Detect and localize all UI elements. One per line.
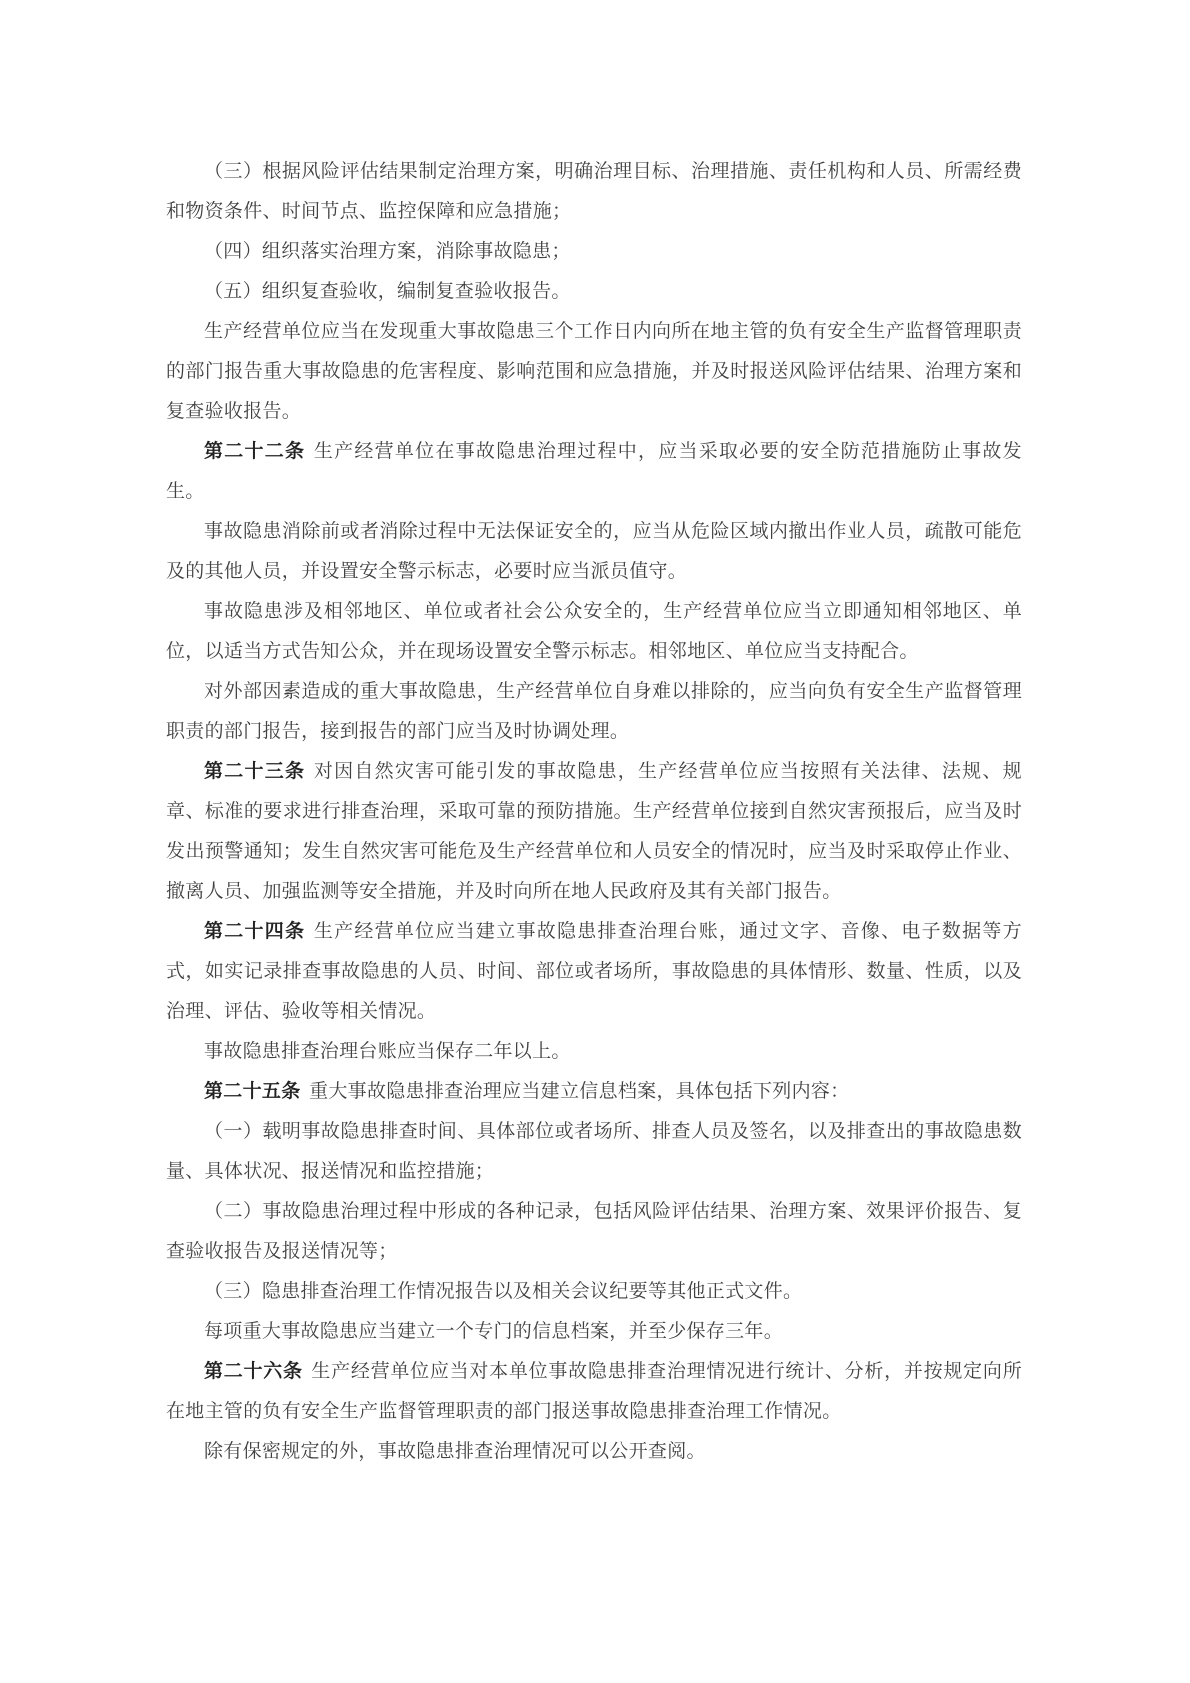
paragraph: 第二十三条 对因自然灾害可能引发的事故隐患，生产经营单位应当按照有关法律、法规、规章、标准的要求进行排查治理，采取可靠的预防措施。生产经营单位接到自然灾害预报后，应当及时发出预警通知；发生自然灾害可能危及生产经营单位和人员安全的情况时，应当及时采取停止作业、撤离人员、加强监测等安全措施，并及时向所在地人民政府及其有关部门报告。 — [166, 761, 1022, 902]
article-number: 第二十四条 — [204, 921, 306, 942]
paragraph: 生产经营单位应当在发现重大事故隐患三个工作日内向所在地主管的负有安全生产监督管理职责的部门报告重大事故隐患的危害程度、影响范围和应急措施，并及时报送风险评估结果、治理方案和复查验收报告。 — [166, 321, 1022, 422]
paragraph: 第二十四条 生产经营单位应当建立事故隐患排查治理台账，通过文字、音像、电子数据等方式，如实记录排查事故隐患的人员、时间、部位或者场所，事故隐患的具体情形、数量、性质，以及治理、评估、验收等相关情况。 — [166, 921, 1022, 1022]
paragraph: 事故隐患排查治理台账应当保存二年以上。 — [204, 1041, 571, 1062]
paragraph: 第二十六条 生产经营单位应当对本单位事故隐患排查治理情况进行统计、分析，并按规定向所在地主管的负有安全生产监督管理职责的部门报送事故隐患排查治理工作情况。 — [166, 1361, 1022, 1422]
paragraph: 事故隐患消除前或者消除过程中无法保证安全的，应当从危险区域内撤出作业人员，疏散可能危及的其他人员，并设置安全警示标志，必要时应当派员值守。 — [166, 521, 1022, 582]
article-number: 第二十二条 — [204, 441, 306, 462]
paragraph: 第二十五条 重大事故隐患排查治理应当建立信息档案，具体包括下列内容： — [204, 1081, 850, 1102]
paragraph: 第二十二条 生产经营单位在事故隐患治理过程中，应当采取必要的安全防范措施防止事故发生。 — [166, 441, 1022, 502]
paragraph: 每项重大事故隐患应当建立一个专门的信息档案，并至少保存三年。 — [204, 1321, 784, 1342]
paragraph: （三）根据风险评估结果制定治理方案，明确治理目标、治理措施、责任机构和人员、所需经费和物资条件、时间节点、监控保障和应急措施； — [166, 161, 1022, 222]
article-number: 第二十六条 — [204, 1361, 303, 1382]
paragraph: （五）组织复查验收，编制复查验收报告。 — [204, 281, 571, 302]
paragraph: （三）隐患排查治理工作情况报告以及相关会议纪要等其他正式文件。 — [204, 1281, 803, 1302]
paragraph: 除有保密规定的外，事故隐患排查治理情况可以公开查阅。 — [204, 1441, 706, 1462]
paragraph: 对外部因素造成的重大事故隐患，生产经营单位自身难以排除的，应当向负有安全生产监督管理职责的部门报告，接到报告的部门应当及时协调处理。 — [166, 681, 1022, 742]
paragraph: （一）载明事故隐患排查时间、具体部位或者场所、排查人员及签名，以及排查出的事故隐患数量、具体状况、报送情况和监控措施； — [166, 1121, 1022, 1182]
paragraph: （四）组织落实治理方案，消除事故隐患； — [204, 241, 571, 262]
paragraph: 事故隐患涉及相邻地区、单位或者社会公众安全的，生产经营单位应当立即通知相邻地区、单位，以适当方式告知公众，并在现场设置安全警示标志。相邻地区、单位应当支持配合。 — [166, 601, 1022, 662]
article-number: 第二十五条 — [204, 1081, 301, 1102]
article-number: 第二十三条 — [204, 761, 306, 782]
paragraph: （二）事故隐患治理过程中形成的各种记录，包括风险评估结果、治理方案、效果评价报告、复查验收报告及报送情况等； — [166, 1201, 1022, 1262]
document-body — [166, 152, 1022, 1472]
